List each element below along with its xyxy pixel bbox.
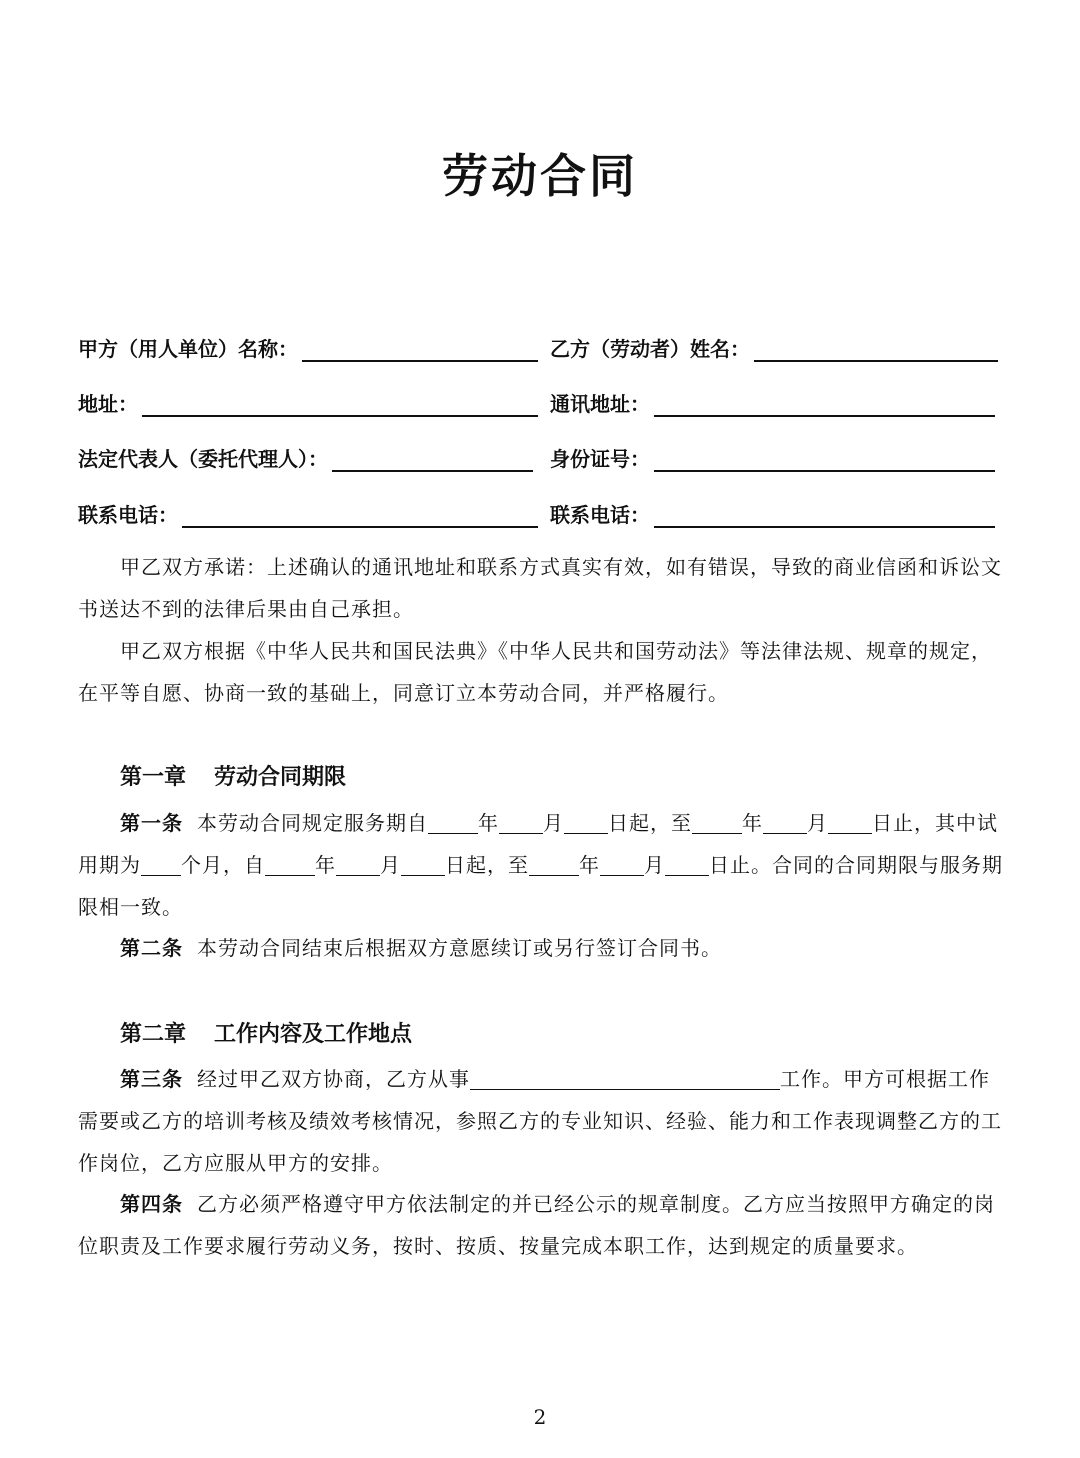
intro-paragraph-2: 甲乙双方根据《中华人民共和国民法典》《中华人民共和国劳动法》等法律法规、规章的规定，在平等自愿、协商一致的基础上，同意订立本劳动合同，并严格履行。 — [78, 639, 992, 705]
start-year-blank[interactable] — [428, 809, 478, 834]
probation-end-month-blank[interactable] — [600, 851, 644, 876]
article-4-label: 第四条 — [120, 1192, 183, 1216]
article-2-label: 第二条 — [120, 936, 183, 960]
probation-start-year-blank[interactable] — [265, 851, 315, 876]
month-label: 月 — [807, 811, 828, 835]
end-month-blank[interactable] — [763, 809, 807, 834]
month-label: 月 — [543, 811, 564, 835]
party-b-phone-field — [550, 496, 995, 528]
article-3-text-2: 工作。甲方可根据工作需要或乙方的培训考核及绩效考核情况，参照乙方的专业知识、经验、能力和工作表现调整乙方的工作岗位，乙方应服从甲方的安排。 — [78, 1067, 1002, 1175]
probation-end-year-blank[interactable] — [529, 851, 579, 876]
article-4-text: 乙方必须严格遵守甲方依法制定的并已经公示的规章制度。乙方应当按照甲方确定的岗位职责及工作要求履行劳动义务，按时、按质、按量完成本职工作，达到规定的质量要求。 — [78, 1192, 995, 1258]
party-a-name-input[interactable] — [302, 338, 538, 362]
day-from-label: 日起，至 — [608, 811, 692, 835]
chapter-1-number: 第一章 — [120, 765, 187, 790]
party-a-rep-label: 法定代表人（委托代理人）： — [78, 447, 328, 471]
party-b-id-label: 身份证号： — [550, 447, 650, 471]
year-label: 年 — [579, 853, 600, 877]
chapter-1-heading — [120, 760, 346, 791]
page-number: 2 — [533, 1405, 547, 1429]
party-b-id-input[interactable] — [654, 448, 995, 472]
party-a-phone-label: 联系电话： — [78, 503, 178, 527]
party-b-name-label: 乙方（劳动者）姓名： — [550, 337, 750, 361]
article-2 — [78, 927, 1003, 969]
party-b-name-field — [550, 330, 998, 362]
party-a-address-field — [78, 385, 538, 417]
day-from-label: 日起，至 — [445, 853, 529, 877]
party-b-address-field — [550, 385, 995, 417]
party-a-address-input[interactable] — [142, 393, 538, 417]
document-title: 劳动合同 — [442, 149, 638, 203]
article-1 — [78, 802, 1003, 928]
party-a-name-label: 甲方（用人单位）名称： — [78, 337, 298, 361]
party-a-address-label: 地址： — [78, 392, 138, 416]
month-label: 月 — [644, 853, 665, 877]
party-b-phone-input[interactable] — [654, 504, 995, 528]
party-a-phone-field — [78, 496, 538, 528]
article-3-label: 第三条 — [120, 1067, 183, 1091]
article-3-text-1: 经过甲乙双方协商，乙方从事 — [197, 1067, 470, 1091]
month-label: 月 — [380, 853, 401, 877]
end-day-blank[interactable] — [828, 809, 872, 834]
chapter-2-heading — [120, 1017, 412, 1048]
chapter-1-title: 劳动合同期限 — [214, 765, 347, 790]
party-a-name-field — [78, 330, 538, 362]
year-label: 年 — [315, 853, 336, 877]
party-b-name-input[interactable] — [754, 338, 998, 362]
months-from-label: 个月，自 — [181, 853, 265, 877]
article-3 — [78, 1058, 1003, 1184]
year-label: 年 — [478, 811, 499, 835]
party-b-address-label: 通讯地址： — [550, 392, 650, 416]
party-b-address-input[interactable] — [654, 393, 995, 417]
article-4 — [78, 1183, 1003, 1267]
probation-start-day-blank[interactable] — [401, 851, 445, 876]
chapter-2-number: 第二章 — [120, 1022, 187, 1047]
article-1-text-3: 日止。合同的合同期限与服务期限相一致。 — [78, 853, 1003, 919]
probation-months-blank[interactable] — [141, 851, 181, 876]
article-1-text-2: 其中试用期为 — [78, 811, 998, 877]
probation-end-day-blank[interactable] — [665, 851, 709, 876]
article-2-text: 本劳动合同结束后根据双方意愿续订或另行签订合同书。 — [197, 936, 722, 960]
article-1-text-1: 本劳动合同规定服务期自 — [197, 811, 428, 835]
party-b-phone-label: 联系电话： — [550, 503, 650, 527]
party-a-phone-input[interactable] — [182, 504, 538, 528]
party-b-id-field — [550, 440, 995, 472]
end-year-blank[interactable] — [692, 809, 742, 834]
year-label: 年 — [742, 811, 763, 835]
article-1-label: 第一条 — [120, 811, 183, 835]
start-day-blank[interactable] — [564, 809, 608, 834]
chapter-2-title: 工作内容及工作地点 — [214, 1022, 413, 1047]
intro-paragraph-1: 甲乙双方承诺：上述确认的通讯地址和联系方式真实有效，如有错误，导致的商业信函和诉讼文书送达不到的法律后果由自己承担。 — [78, 555, 1002, 621]
job-position-blank[interactable] — [470, 1065, 780, 1090]
probation-start-month-blank[interactable] — [336, 851, 380, 876]
party-a-rep-field — [78, 440, 533, 472]
day-to-label: 日止， — [872, 811, 935, 835]
start-month-blank[interactable] — [499, 809, 543, 834]
party-a-rep-input[interactable] — [332, 448, 533, 472]
